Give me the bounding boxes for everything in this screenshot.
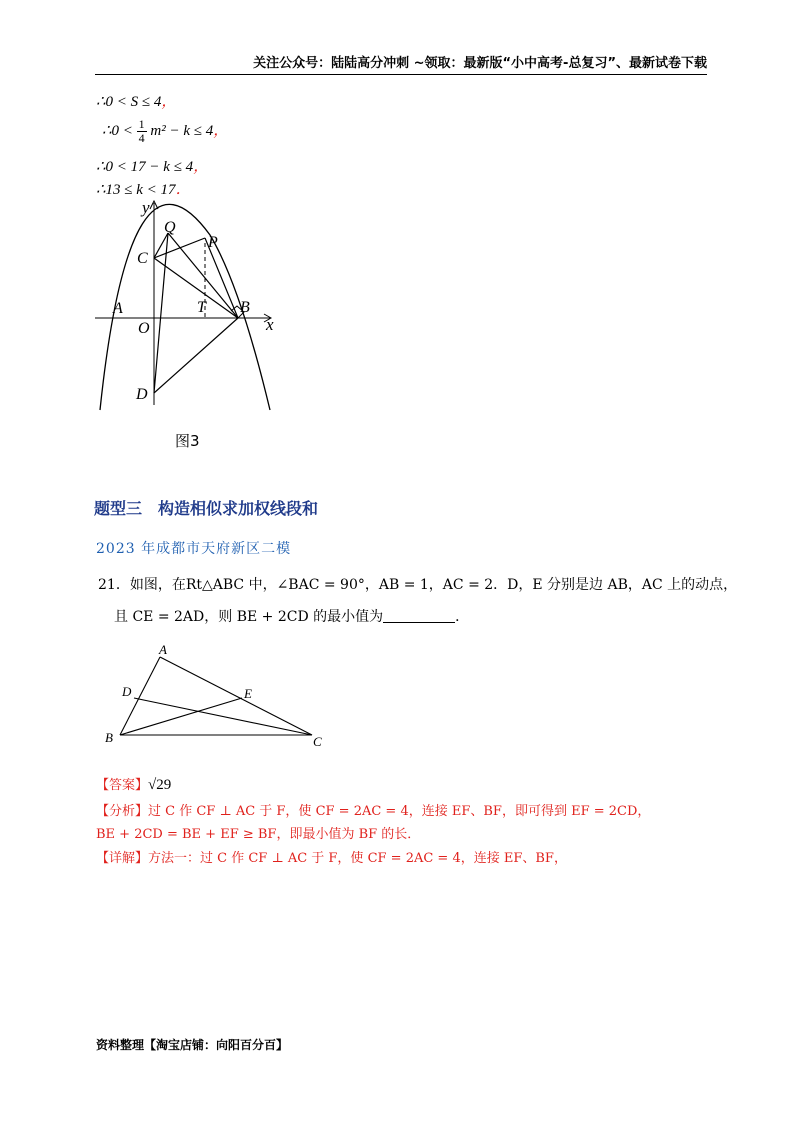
segment-ac xyxy=(160,657,312,735)
inequality-line-3 xyxy=(96,155,208,176)
label-a: A xyxy=(113,300,123,317)
label-p: P xyxy=(208,234,218,251)
label-q: Q xyxy=(164,219,176,236)
segment-cp xyxy=(154,238,205,258)
label-t: T xyxy=(197,299,206,316)
figure-3-caption: 图3 xyxy=(175,432,200,450)
answer-value: √29 xyxy=(148,777,172,793)
answer-blank xyxy=(383,608,455,623)
detail-text-1: 方法一：过 C 作 CF ⊥ AC 于 F，使 CF = 2AC = 4，连接 EF、BF， xyxy=(148,851,567,866)
figure-3-parabola xyxy=(90,195,290,455)
detail-line-1 xyxy=(96,847,567,866)
problem-text-1: Rt△ABC 中，∠BAC = 90°，AB = 1，AC = 2．D，E 分别是边 AB，AC 上的动点， xyxy=(185,577,738,593)
analysis-line-1 xyxy=(96,800,650,819)
inequality-text: ∴0 < 17 − k ≤ 4 xyxy=(96,159,194,175)
label-c: C xyxy=(313,734,322,749)
answer-line xyxy=(96,774,171,794)
figure-triangle xyxy=(100,640,340,752)
answer-tag: 【答案】 xyxy=(96,778,149,793)
section-title: 题型三 构造相似求加权线段和 xyxy=(94,499,319,518)
analysis-text-1: 过 C 作 CF ⊥ AC 于 F，使 CF = 2AC = 4，连接 EF、BF，即可得到 EF = 2CD， xyxy=(148,804,651,819)
page-footer: 资料整理【淘宝店铺：向阳百分百】 xyxy=(96,1038,289,1052)
inequality-suffix: m² − k ≤ 4 xyxy=(150,122,214,139)
label-d: D xyxy=(136,386,148,403)
label-o: O xyxy=(138,320,150,337)
comma: ， xyxy=(213,122,229,139)
problem-line-2 xyxy=(114,606,469,626)
problem-end: ． xyxy=(455,609,470,625)
inequality-line-1 xyxy=(96,90,176,111)
period: ． xyxy=(175,182,191,198)
label-e: E xyxy=(244,686,252,701)
analysis-tag: 【分析】 xyxy=(96,804,149,819)
label-x: x xyxy=(266,315,274,334)
label-b: B xyxy=(240,299,250,316)
inequality-line-2 xyxy=(102,118,228,148)
inequality-prefix: ∴0 < xyxy=(102,122,133,139)
fraction-denominator: 4 xyxy=(138,131,145,145)
problem-source: 2023 年成都市天府新区二模 xyxy=(96,541,292,557)
fraction-one-quarter xyxy=(137,118,147,145)
inequality-text: ∴0 < S ≤ 4 xyxy=(96,94,162,110)
problem-text-2: 且 CE = 2AD，则 BE + 2CD 的最小值为 xyxy=(114,609,384,625)
comma: ， xyxy=(161,94,177,110)
label-b: B xyxy=(105,730,113,745)
inequality-text: ∴13 ≤ k < 17 xyxy=(96,182,176,198)
detail-tag: 【详解】 xyxy=(96,851,149,866)
label-c: C xyxy=(137,250,148,267)
label-a: A xyxy=(159,642,167,657)
comma: ， xyxy=(193,159,209,175)
problem-line-1 xyxy=(98,574,737,594)
segment-db xyxy=(154,318,238,393)
page-header: 关注公众号：陆陆高分冲刺 ~领取：最新版“小中高考-总复习”、最新试卷下载 xyxy=(95,56,707,75)
analysis-line-2: BE + 2CD = BE + EF ≥ BF，即最小值为 BF 的长． xyxy=(96,827,421,842)
label-d: D xyxy=(122,684,132,699)
problem-number: 21．如图，在 xyxy=(98,577,186,593)
fraction-numerator: 1 xyxy=(138,117,145,131)
label-y: y xyxy=(142,198,150,217)
